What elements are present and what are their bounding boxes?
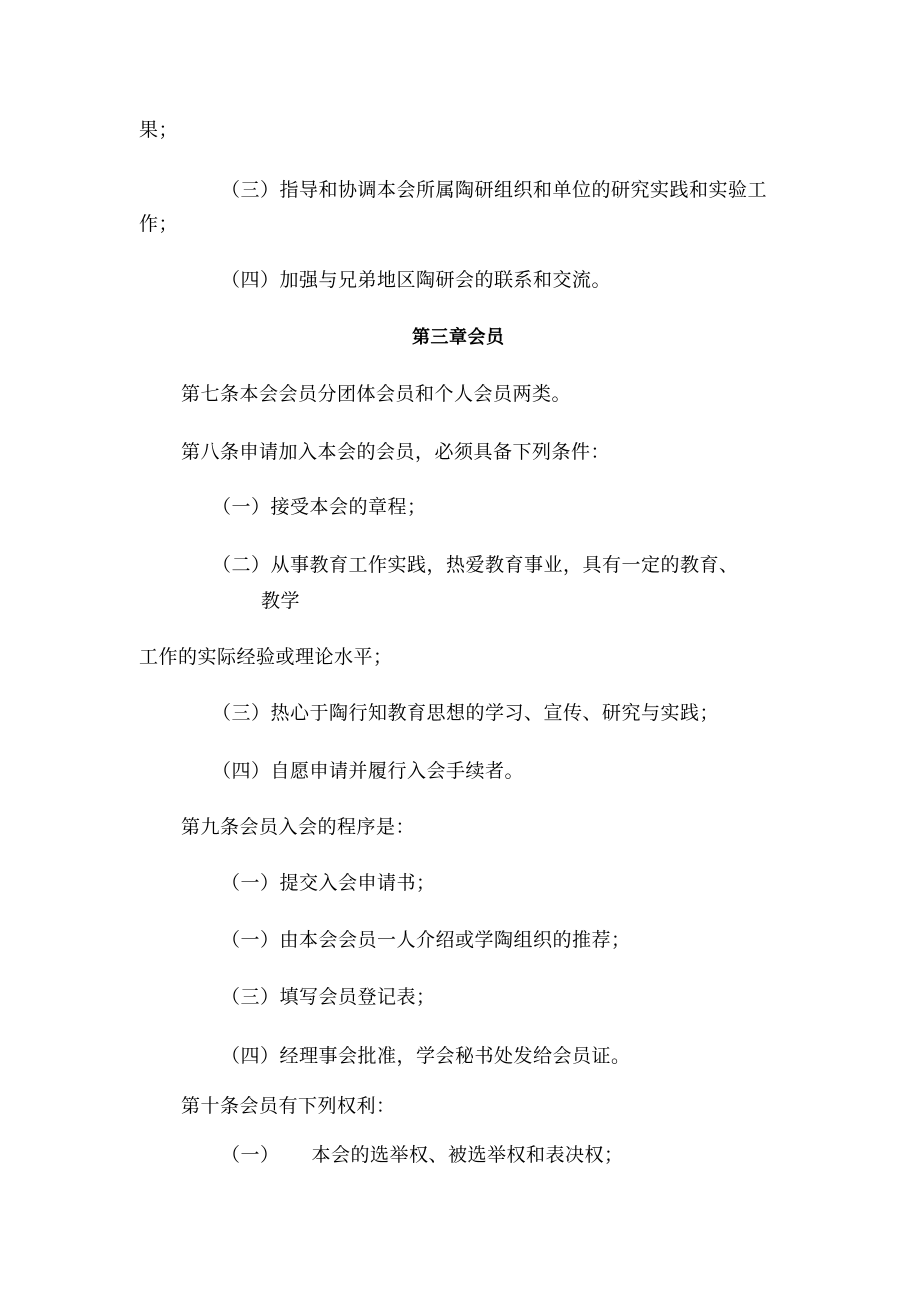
article-9-item-1: （一）提交入会申请书；: [221, 872, 436, 894]
article-10-item-1-text: 本会的选举权、被选举权和表决权；: [311, 1144, 624, 1166]
article-9-item-3: （三）填写会员登记表；: [221, 986, 436, 1008]
article-8-item-2-cont: 教学: [261, 590, 301, 612]
article-8: 第八条申请加入本会的会员，必须具备下列条件：: [181, 441, 611, 463]
article-8-item-2-cont2: 工作的实际经验或理论水平；: [139, 646, 393, 668]
article-9: 第九条会员入会的程序是：: [181, 816, 416, 838]
article-9-item-2: （一）由本会会员一人介绍或学陶组织的推荐；: [221, 929, 631, 951]
paragraph-item: （三）指导和协调本会所属陶研组织和单位的研究实践和实验工: [221, 179, 768, 201]
paragraph-item: （四）加强与兄弟地区陶研会的联系和交流。: [221, 269, 612, 291]
paragraph-fragment: 作；: [139, 213, 179, 235]
chapter-heading: 第三章会员: [412, 327, 505, 348]
article-10-item-1-number: （一）: [221, 1144, 280, 1166]
article-8-item-2: （二）从事教育工作实践，热爱教育事业，具有一定的教育、: [212, 554, 739, 576]
paragraph-fragment: 果；: [139, 119, 179, 141]
article-8-item-1: （一）接受本会的章程；: [212, 496, 427, 518]
article-7: 第七条本会会员分团体会员和个人会员两类。: [181, 383, 572, 405]
article-9-item-4: （四）经理事会批准，学会秘书处发给会员证。: [221, 1045, 631, 1067]
article-10: 第十条会员有下列权利：: [181, 1095, 396, 1117]
article-8-item-4: （四）自愿申请并履行入会手续者。: [212, 760, 525, 782]
article-10-item-1: [221, 1143, 624, 1167]
article-8-item-3: （三）热心于陶行知教育思想的学习、宣传、研究与实践；: [212, 702, 720, 724]
